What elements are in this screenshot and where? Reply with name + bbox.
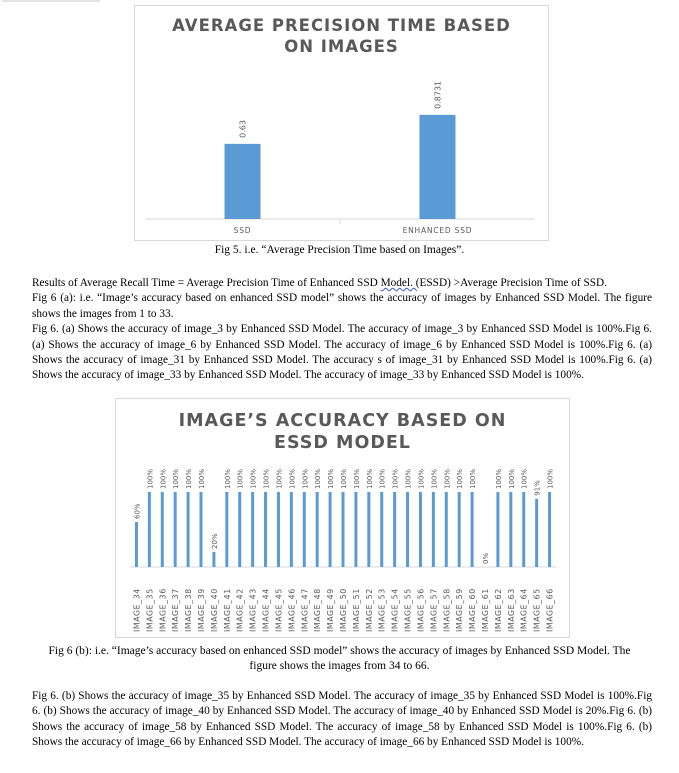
- figure6b-caption-line1: Fig 6 (b): i.e. “Image’s accuracy based on enhanced SSD model” shows the accuracy of images by Enhanced SSD Model. The: [48, 645, 631, 657]
- figure6b-category-label: IMAGE_54: [390, 588, 400, 632]
- figure6b-data-label: 20%: [210, 533, 219, 549]
- figure6b-data-label: 100%: [469, 468, 478, 489]
- page-top-rule: [2, 0, 100, 2]
- figure6b-category-label: IMAGE_53: [377, 588, 387, 632]
- results-line-flagged-word: Model. (: [380, 277, 420, 289]
- figure6b-data-label: 100%: [301, 468, 310, 489]
- figure5-plot: [135, 6, 548, 240]
- figure6b-category-label: IMAGE_51: [351, 588, 361, 632]
- figure6b-bar: [174, 492, 177, 567]
- figure6b-data-label: 100%: [430, 468, 439, 489]
- figure6b-category-label: IMAGE_36: [158, 588, 168, 632]
- figure6b-category-label: IMAGE_37: [171, 588, 181, 632]
- figure6b-category-label: IMAGE_66: [545, 588, 555, 632]
- figure6b-category-label: IMAGE_44: [261, 588, 271, 632]
- figure6b-data-label: 100%: [198, 468, 206, 489]
- figure6b-bar: [458, 492, 461, 567]
- figure6b-data-label: 100%: [262, 468, 271, 489]
- figure6b-data-label: 0%: [482, 552, 490, 564]
- figure6b-category-label: IMAGE_57: [429, 588, 439, 632]
- figure6b-category-label: IMAGE_46: [287, 588, 297, 632]
- figure6b-title-line2: ESSD MODEL: [274, 432, 411, 453]
- figure6b-data-label: 100%: [146, 468, 155, 489]
- figure6b-data-label: 100%: [314, 468, 323, 489]
- figure6b-category-label: IMAGE_61: [481, 588, 490, 632]
- figure6b-bar: [200, 492, 203, 567]
- figure6b-bar: [406, 492, 409, 567]
- figure6b-bar: [161, 492, 164, 567]
- figure6b-category-label: IMAGE_64: [519, 588, 529, 632]
- figure6b-bar: [148, 492, 151, 567]
- figure6b-bar: [548, 492, 551, 567]
- figure6b-bar: [432, 492, 435, 567]
- figure6b-data-label: 100%: [546, 468, 555, 489]
- figure6b-bar: [238, 492, 241, 567]
- figure6b-data-label: 100%: [443, 468, 452, 489]
- figure6b-bar: [135, 522, 138, 567]
- figure6b-category-label: IMAGE_42: [235, 588, 245, 632]
- figure5-bar: [420, 115, 456, 219]
- figure6b-data-label: 100%: [172, 468, 181, 489]
- results-line-part2: ESSD) >Average Precision Time of SSD.: [419, 277, 608, 289]
- figure6b-bar: [471, 492, 474, 567]
- figure6b-title-line1: IMAGE’S ACCURACY BASED ON: [178, 411, 507, 431]
- figure6b-bar: [225, 492, 228, 567]
- figure6b-category-label: IMAGE_38: [184, 588, 194, 632]
- figure6b-plot: [116, 399, 569, 637]
- figure6b-data-label: 100%: [327, 468, 336, 489]
- figure6b-data-label: 100%: [249, 468, 258, 489]
- figure6b-data-label: 100%: [352, 468, 361, 489]
- figure6b-data-label: 100%: [236, 468, 245, 489]
- figure6b-bar: [187, 492, 190, 567]
- figure6b-bar: [342, 492, 345, 567]
- figure6b-bar: [264, 492, 267, 567]
- figure6b-data-label: 100%: [520, 468, 529, 489]
- figure6b-data-label: 100%: [365, 468, 374, 489]
- figure5-chart: [134, 5, 549, 241]
- figure6b-bar: [367, 492, 370, 567]
- figure5-bar: [225, 144, 261, 219]
- fig6b-details-block: [32, 689, 652, 751]
- figure6b-category-label: IMAGE_52: [364, 588, 374, 632]
- figure6b-bar: [445, 492, 448, 567]
- figure6b-data-label: 100%: [340, 468, 348, 489]
- figure6b-data-label: 100%: [185, 468, 194, 489]
- figure5-title-line1: AVERAGE PRECISION TIME BASED: [172, 16, 511, 35]
- figure5-category-label: ENHANCED SSD: [402, 226, 473, 235]
- figure6b-data-label: 100%: [404, 468, 413, 489]
- figure6b-category-label: IMAGE_48: [313, 588, 323, 632]
- figure6b-bar: [393, 492, 396, 567]
- figure6b-bar: [212, 552, 215, 567]
- fig6a-details: Fig 6. (a) Shows the accuracy of image_3 by Enhanced SSD Model. The accuracy of image_3 by Enhanced SSD Model is 100%.Fig 6. (a) Shows the accuracy of image_6 by Enhanced SSD Model. The accuracy of image_6 by Enhanced SSD Model is 100%.Fig 6. (a) Shows the accuracy of image_31 by Enhanced SSD Model. The accuracy s of image_31 by Enhanced SSD Model is 100%.Fig 6. (a) Shows the accuracy of image_33 by Enhanced SSD Model. The accuracy of image_33 by Enhanced SSD Model is 100%.: [32, 323, 652, 382]
- figure6b-data-label: 100%: [507, 468, 516, 489]
- figure6b-category-label: IMAGE_63: [506, 588, 516, 632]
- figure6b-bar: [509, 492, 512, 567]
- figure6b-category-label: IMAGE_55: [403, 588, 413, 632]
- figure6b-bar: [522, 492, 525, 567]
- results-line: [32, 276, 652, 291]
- figure6b-data-label: 100%: [223, 468, 232, 489]
- figure6b-bar: [290, 492, 293, 567]
- figure6b-category-label: IMAGE_49: [326, 588, 336, 632]
- figure6b-data-label: 100%: [417, 468, 426, 489]
- figure6b-caption: [0, 644, 679, 674]
- figure6b-caption-line2: figure shows the images from 34 to 66.: [249, 660, 430, 672]
- figure6b-category-label: IMAGE_62: [493, 588, 503, 632]
- figure6b-category-label: IMAGE_65: [532, 588, 542, 632]
- figure6b-bar: [277, 492, 280, 567]
- figure6b-data-label: 100%: [378, 468, 387, 489]
- figure6b-data-label: 100%: [159, 468, 168, 489]
- results-line-part1: Results of Average Recall Time = Average Precision Time of Enhanced SSD: [32, 277, 381, 289]
- figure6b-data-label: 100%: [456, 468, 465, 489]
- figure6b-bar: [251, 492, 254, 567]
- figure6b-bar: [316, 492, 319, 567]
- figure6b-category-label: IMAGE_60: [468, 588, 478, 632]
- figure6b-data-label: 91%: [533, 480, 542, 496]
- figure5-caption: Fig 5. i.e. “Average Precision Time based on Images”.: [214, 244, 465, 256]
- figure6b-category-label: IMAGE_45: [274, 588, 284, 632]
- figure6b-category-label: IMAGE_47: [300, 588, 310, 632]
- figure6b-data-label: 100%: [391, 468, 400, 489]
- figure6b-category-label: IMAGE_34: [132, 588, 142, 632]
- figure6b-data-label: 100%: [288, 468, 297, 489]
- figure6b-chart: [115, 398, 570, 638]
- figure6b-bar: [354, 492, 357, 567]
- figure6b-category-label: IMAGE_35: [145, 588, 155, 632]
- figure6b-data-label: 100%: [494, 468, 503, 489]
- figure6b-category-label: IMAGE_39: [197, 588, 206, 632]
- fig6b-details: Fig 6. (b) Shows the accuracy of image_35 by Enhanced SSD Model. The accuracy of image_35 by Enhanced SSD Model is 100%.Fig 6. (b) Shows the accuracy of image_40 by Enhanced SSD Model. The accuracy of image_40 by Enhanced SSD Model is 20%.Fig 6. (b) Shows the accuracy of image_58 by Enhanced SSD Model. The accuracy of image_58 by Enhanced SSD Model is 100%.Fig 6. (b) Shows the accuracy of image_66 by Enhanced SSD Model. The accuracy of image_66 by Enhanced SSD Model is 100%.: [32, 690, 652, 749]
- figure5-category-label: SSD: [233, 226, 252, 235]
- figure6b-category-label: IMAGE_40: [209, 588, 219, 632]
- figure6b-category-label: IMAGE_59: [455, 588, 465, 632]
- fig6a-description: Fig 6 (a): i.e. “Image’s accuracy based on enhanced SSD model” shows the accuracy of images by Enhanced SSD Model. The figure shows the images from 1 to 33.: [32, 292, 652, 320]
- figure5-data-label: 0.63: [238, 120, 248, 138]
- figure6b-bar: [380, 492, 383, 567]
- figure6b-bar: [329, 492, 332, 567]
- results-text-block: [32, 276, 652, 384]
- figure5-data-label: 0.8731: [433, 80, 443, 109]
- figure6b-category-label: IMAGE_43: [248, 588, 258, 632]
- figure6b-bar: [496, 492, 499, 567]
- figure6b-category-label: IMAGE_41: [222, 588, 232, 632]
- figure6b-data-label: 100%: [275, 468, 284, 489]
- figure6b-category-label: IMAGE_56: [416, 588, 426, 632]
- figure6b-bar: [303, 492, 306, 567]
- figure6b-category-label: IMAGE_58: [442, 588, 452, 632]
- figure6b-category-label: IMAGE_50: [339, 588, 348, 632]
- figure6b-bar: [419, 492, 422, 567]
- figure6b-bar: [535, 499, 538, 567]
- figure5-title-line2: ON IMAGES: [284, 36, 399, 56]
- figure6b-data-label: 60%: [133, 503, 142, 519]
